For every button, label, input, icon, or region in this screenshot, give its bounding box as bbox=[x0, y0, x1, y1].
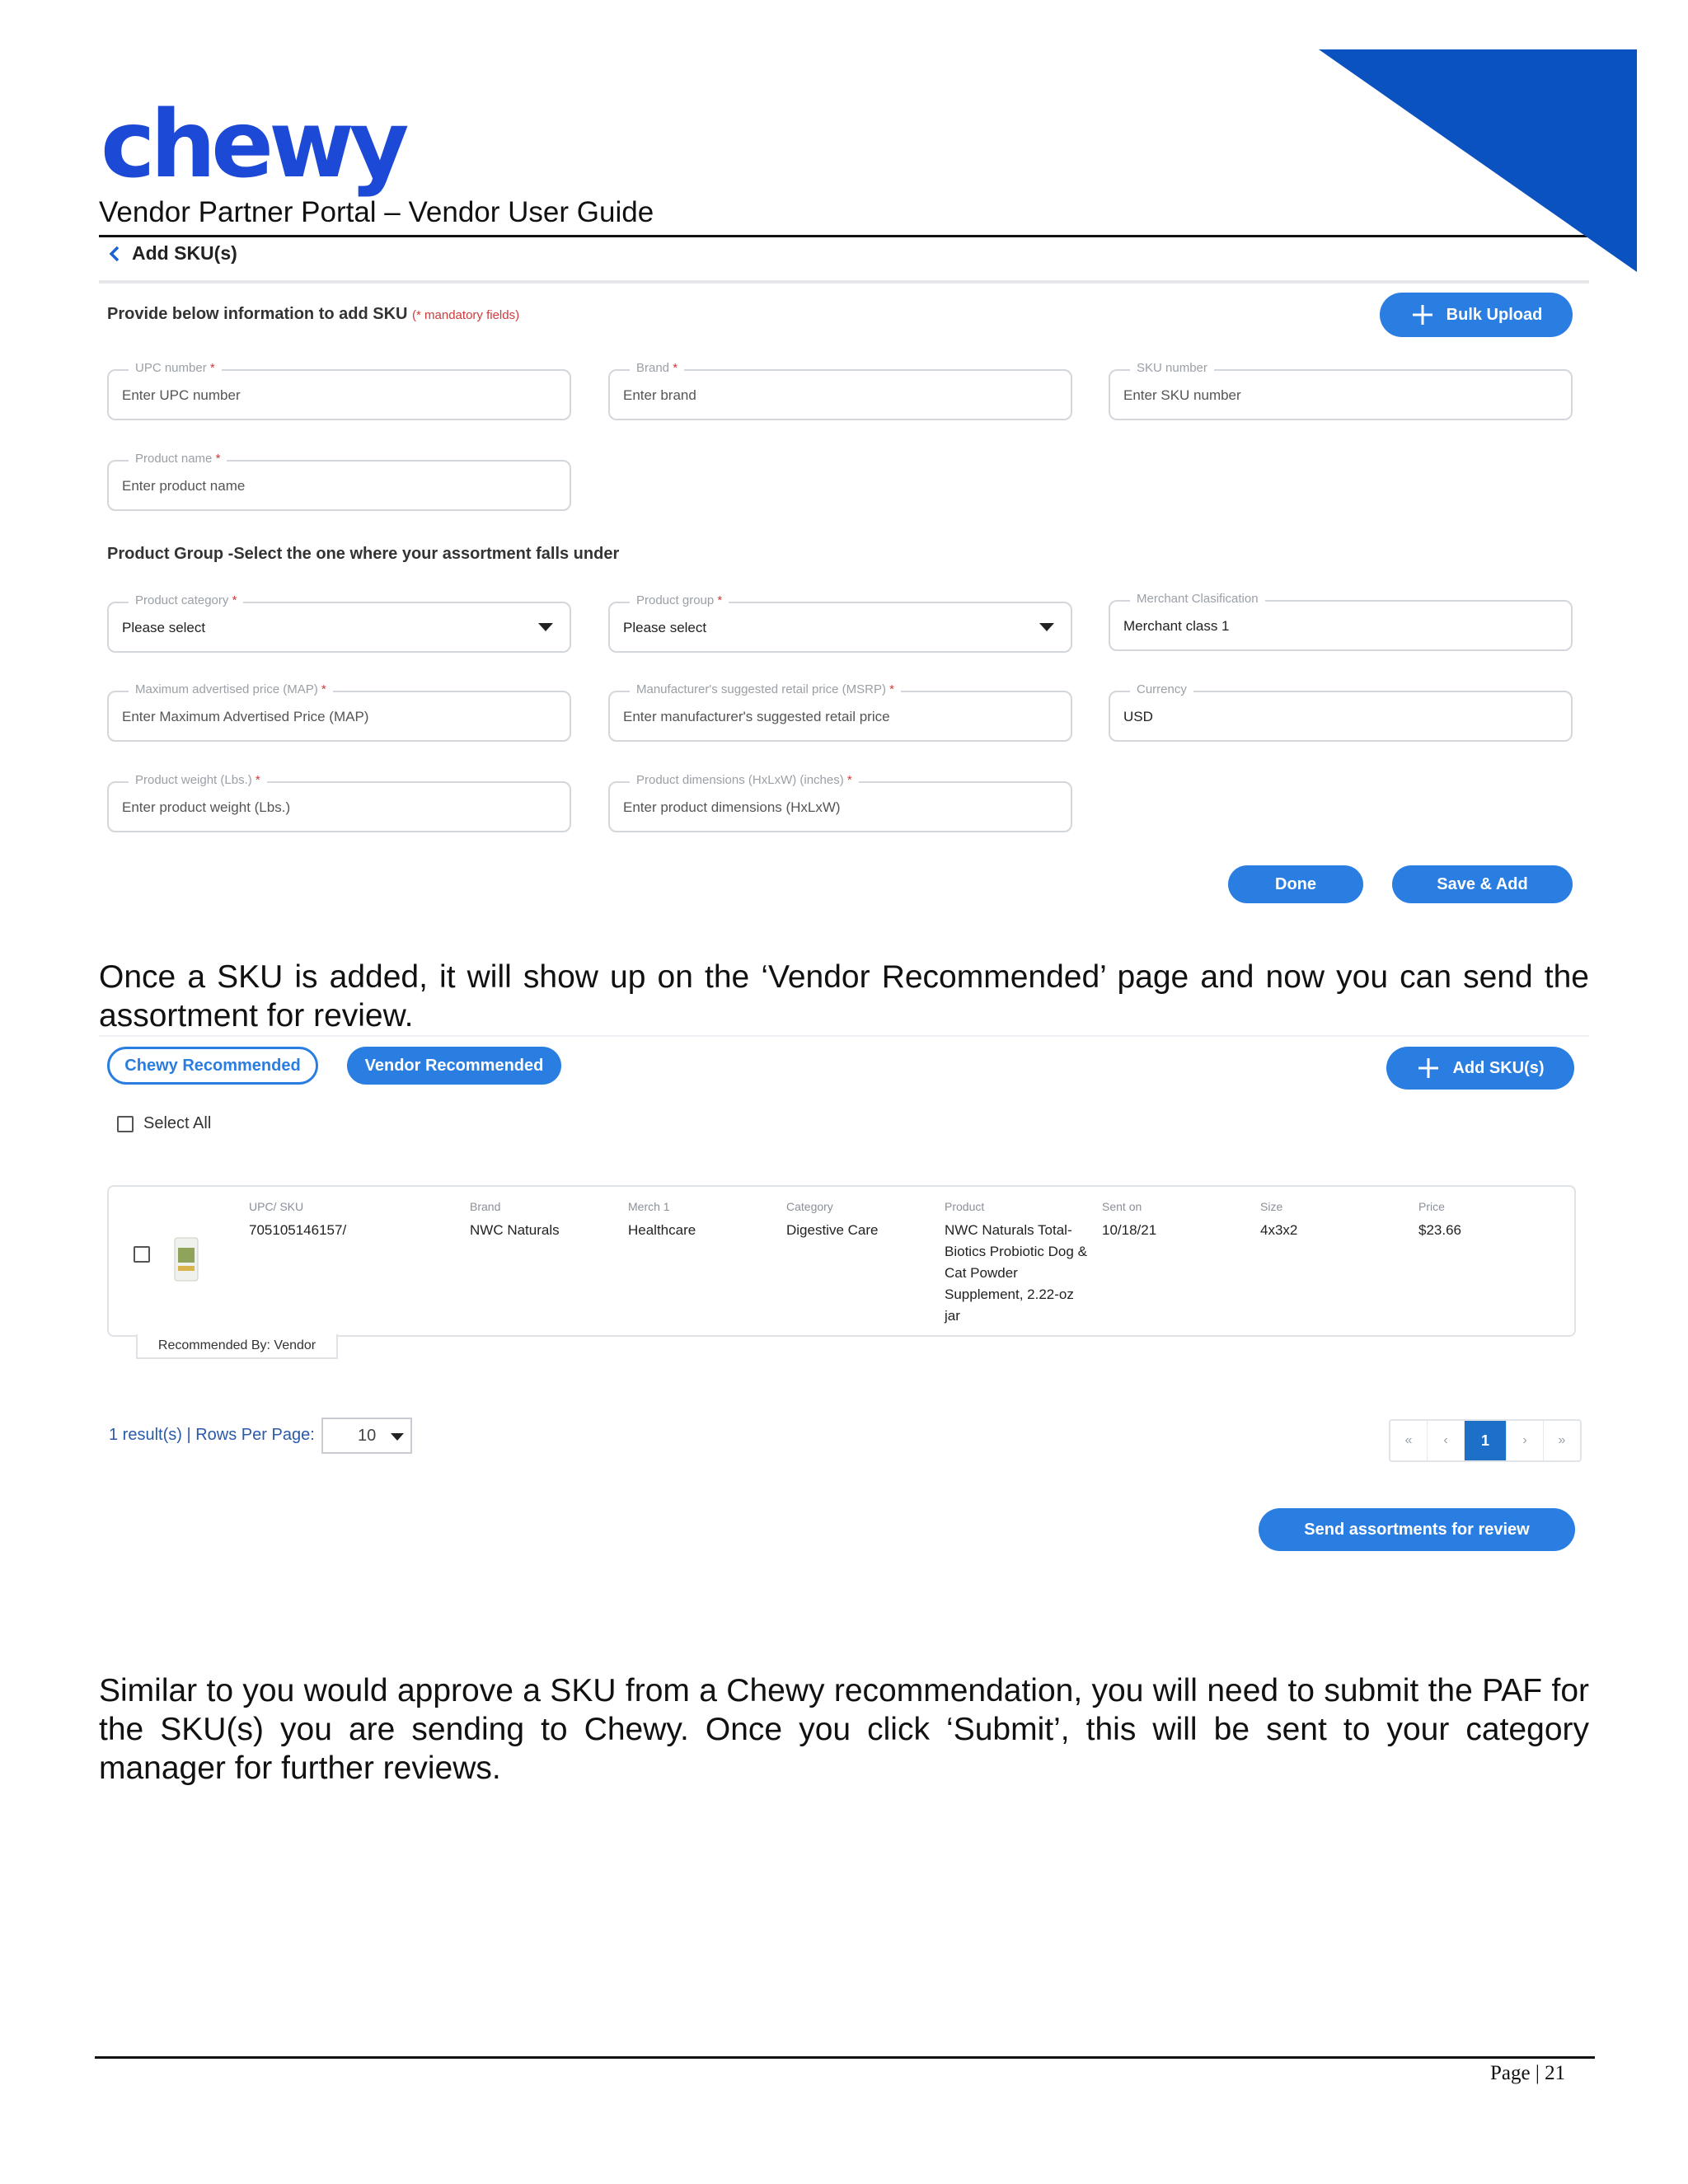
save-add-button[interactable]: Save & Add bbox=[1392, 865, 1573, 903]
chewy-logo bbox=[97, 92, 410, 199]
product-name-label: Product name * bbox=[129, 452, 227, 466]
section-divider bbox=[99, 280, 1589, 284]
col-category bbox=[786, 1200, 879, 1241]
page-number: Page | 21 bbox=[1490, 2062, 1566, 2084]
results-summary bbox=[109, 1426, 315, 1445]
add-sku-label: Add SKU(s) bbox=[1452, 1058, 1545, 1077]
form-intro bbox=[107, 305, 519, 324]
product-group-select[interactable] bbox=[608, 593, 1072, 653]
col-merch bbox=[628, 1200, 696, 1241]
row-brand: NWC Naturals bbox=[470, 1222, 560, 1238]
currency-value: USD bbox=[1123, 709, 1153, 724]
recommended-by-tag: Recommended By: Vendor bbox=[136, 1334, 338, 1359]
rows-per-page-select[interactable] bbox=[321, 1418, 412, 1454]
mandatory-note: (* mandatory fields) bbox=[412, 308, 520, 322]
bulk-upload-label: Bulk Upload bbox=[1446, 305, 1543, 324]
currency-label: Currency bbox=[1130, 682, 1193, 696]
plus-icon bbox=[1416, 1056, 1441, 1080]
select-all-checkbox[interactable] bbox=[117, 1116, 134, 1132]
weight-placeholder: Enter product weight (Lbs.) bbox=[122, 799, 291, 815]
weight-label: Product weight (Lbs.) * bbox=[129, 773, 267, 787]
product-category-value: Please select bbox=[122, 620, 206, 635]
upc-label: UPC number * bbox=[129, 361, 222, 375]
product-category-select[interactable] bbox=[107, 593, 571, 653]
dimensions-field[interactable] bbox=[608, 773, 1072, 832]
msrp-placeholder: Enter manufacturer's suggested retail price bbox=[623, 709, 890, 724]
tab-chewy-recommended[interactable]: Chewy Recommended bbox=[107, 1047, 318, 1085]
product-group-heading: Product Group -Select the one where your assortment falls under bbox=[107, 545, 620, 563]
map-placeholder: Enter Maximum Advertised Price (MAP) bbox=[122, 709, 369, 724]
send-for-review-button[interactable]: Send assortments for review bbox=[1259, 1508, 1575, 1551]
col-sent-on-head: Sent on bbox=[1102, 1200, 1142, 1213]
results-count: 1 result(s) | bbox=[109, 1426, 191, 1444]
bulk-upload-button[interactable] bbox=[1380, 293, 1573, 337]
tab-vendor-recommended[interactable]: Vendor Recommended bbox=[347, 1047, 561, 1085]
weight-field[interactable] bbox=[107, 773, 571, 832]
row-size: 4x3x2 bbox=[1260, 1222, 1298, 1238]
map-field[interactable] bbox=[107, 682, 571, 742]
form-intro-text: Provide below information to add SKU bbox=[107, 305, 408, 323]
col-merch-head: Merch 1 bbox=[628, 1200, 670, 1213]
brand-field[interactable] bbox=[608, 361, 1072, 420]
col-upc-head: UPC/ SKU bbox=[249, 1200, 304, 1213]
col-brand-head: Brand bbox=[470, 1200, 501, 1213]
col-price-head: Price bbox=[1418, 1200, 1445, 1213]
select-all[interactable] bbox=[117, 1114, 211, 1133]
row-checkbox[interactable] bbox=[134, 1246, 150, 1263]
corner-decoration bbox=[1319, 49, 1637, 272]
document-title: Vendor Partner Portal – Vendor User Guide bbox=[99, 196, 654, 228]
add-sku-button[interactable] bbox=[1386, 1047, 1574, 1090]
product-name-field[interactable] bbox=[107, 452, 571, 511]
msrp-label: Manufacturer's suggested retail price (MSRP) * bbox=[630, 682, 901, 696]
col-product bbox=[945, 1200, 1089, 1327]
footer-divider bbox=[95, 2056, 1595, 2059]
select-all-label: Select All bbox=[143, 1114, 212, 1132]
prev-page-button[interactable]: ‹ bbox=[1428, 1421, 1465, 1460]
next-page-button[interactable]: › bbox=[1507, 1421, 1544, 1460]
back-label: Add SKU(s) bbox=[132, 242, 237, 264]
merchant-class-label: Merchant Clasification bbox=[1130, 592, 1265, 606]
msrp-field[interactable] bbox=[608, 682, 1072, 742]
brand-label: Brand * bbox=[630, 361, 684, 375]
sku-number-label: SKU number bbox=[1130, 361, 1214, 375]
chevron-left-icon bbox=[106, 245, 124, 263]
product-name-placeholder: Enter product name bbox=[122, 478, 246, 494]
section-divider bbox=[99, 1035, 1589, 1037]
pagination bbox=[1389, 1419, 1582, 1462]
map-label: Maximum advertised price (MAP) * bbox=[129, 682, 333, 696]
dropdown-caret-icon bbox=[1039, 623, 1054, 631]
product-category-label: Product category * bbox=[129, 593, 243, 607]
logo-wordmark: chewy bbox=[101, 92, 405, 199]
col-brand bbox=[470, 1200, 560, 1241]
row-category: Digestive Care bbox=[786, 1222, 879, 1238]
row-sent-on: 10/18/21 bbox=[1102, 1222, 1157, 1238]
sku-number-field[interactable] bbox=[1109, 361, 1573, 420]
paragraph-vendor-recommended: Once a SKU is added, it will show up on the ‘Vendor Recommended’ page and now you can send the assortment for review. bbox=[99, 959, 1589, 1033]
done-button[interactable]: Done bbox=[1228, 865, 1363, 903]
dropdown-caret-icon bbox=[538, 623, 553, 631]
rows-per-page-value: 10 bbox=[358, 1427, 377, 1445]
dimensions-label: Product dimensions (HxLxW) (inches) * bbox=[630, 773, 859, 787]
dimensions-placeholder: Enter product dimensions (HxLxW) bbox=[623, 799, 841, 815]
first-page-button[interactable]: « bbox=[1390, 1421, 1428, 1460]
plus-icon bbox=[1410, 302, 1435, 327]
product-thumbnail bbox=[171, 1236, 201, 1282]
upc-field[interactable] bbox=[107, 361, 571, 420]
col-category-head: Category bbox=[786, 1200, 833, 1213]
product-group-label: Product group * bbox=[630, 593, 729, 607]
rows-per-page-label: Rows Per Page: bbox=[195, 1426, 315, 1444]
dropdown-caret-icon bbox=[391, 1433, 404, 1441]
col-sent-on bbox=[1102, 1200, 1156, 1241]
col-price bbox=[1418, 1200, 1461, 1241]
row-price: $23.66 bbox=[1418, 1222, 1461, 1238]
row-upc: 705105146157/ bbox=[249, 1222, 347, 1238]
merchant-class-field[interactable] bbox=[1109, 592, 1573, 651]
product-group-value: Please select bbox=[623, 620, 707, 635]
merchant-class-value: Merchant class 1 bbox=[1123, 618, 1230, 634]
col-size-head: Size bbox=[1260, 1200, 1283, 1213]
col-upc bbox=[249, 1200, 346, 1241]
back-nav[interactable] bbox=[106, 242, 237, 265]
last-page-button[interactable]: » bbox=[1544, 1421, 1580, 1460]
brand-placeholder: Enter brand bbox=[623, 387, 696, 403]
col-size bbox=[1260, 1200, 1297, 1241]
sku-number-placeholder: Enter SKU number bbox=[1123, 387, 1241, 403]
paragraph-submit-paf: Similar to you would approve a SKU from a Chewy recommendation, you will need to submit the PAF for the SKU(s) you are sending to Chewy. Once you click ‘Submit’, this will be sent to your category manager for further reviews. bbox=[99, 1673, 1589, 1786]
upc-placeholder: Enter UPC number bbox=[122, 387, 241, 403]
row-merch: Healthcare bbox=[628, 1222, 696, 1238]
sku-card bbox=[107, 1185, 1576, 1337]
row-product: NWC Naturals Total-Biotics Probiotic Dog & Cat Powder Supplement, 2.22-oz jar bbox=[945, 1222, 1087, 1324]
page-1-button[interactable]: 1 bbox=[1465, 1421, 1507, 1460]
currency-field[interactable] bbox=[1109, 682, 1573, 742]
col-product-head: Product bbox=[945, 1200, 985, 1213]
